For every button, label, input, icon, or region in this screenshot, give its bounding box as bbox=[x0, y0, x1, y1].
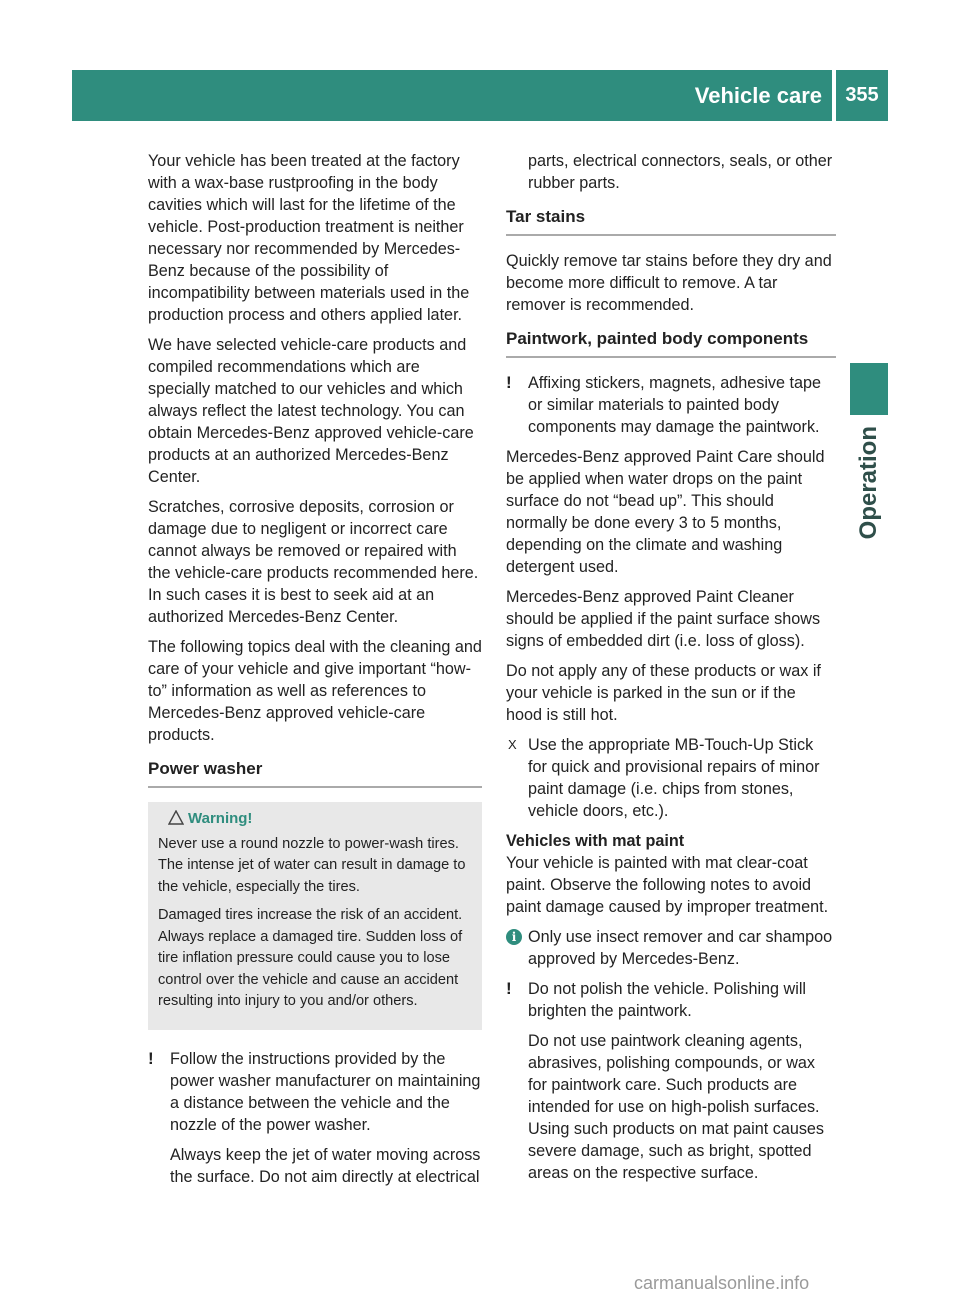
intro-paragraph: Your vehicle has been treated at the factory with a wax-base rustproofing in the body cavities which will last for the lifetime of the vehicle. Post-production treatment is neither necessary nor recommended by Mercedes-Benz because of the possibility of incompatibility between materials used in the production process and others applied later. bbox=[148, 152, 470, 324]
exclamation-icon: ! bbox=[148, 1048, 154, 1068]
heading-mat-paint: Vehicles with mat paint bbox=[506, 832, 685, 850]
warning-box bbox=[148, 802, 482, 1030]
info-icon: i bbox=[506, 929, 522, 945]
note-paragraph: Follow the instructions provided by the power washer manufacturer on maintaining a distance between the vehicle and the nozzle of the power washer. bbox=[170, 1049, 481, 1134]
step-arrow-icon: X bbox=[508, 737, 517, 752]
paragraph: Mercedes-Benz approved Paint Cleaner should be applied if the paint surface shows signs of embedded dirt (i.e. loss of gloss). bbox=[506, 588, 821, 650]
side-tab-marker bbox=[850, 363, 888, 415]
paragraph: Your vehicle is painted with mat clear-coat paint. Observe the following notes to avoid paint damage caused by improper treatment. bbox=[506, 854, 829, 916]
note-paragraph: Only use insect remover and car shampoo approved by Mercedes-Benz. bbox=[528, 928, 833, 968]
paragraph: Mercedes-Benz approved Paint Care should be applied when water drops on the paint surface do not “bead up”. This should normally be done every 3 to 5 months, depending on the climate and washing detergent used. bbox=[506, 448, 825, 576]
warning-title-text: Warning! bbox=[188, 810, 253, 827]
note-paragraph: Do not use paintwork cleaning agents, abrasives, polishing compounds, or wax for paintwork care. Such products are intended for use on high-polish surfaces. Using such products on mat paint causes severe damage, such as bright, spotted areas on the respective surface. bbox=[528, 1032, 825, 1182]
instruction-step bbox=[506, 734, 836, 822]
side-tab-label bbox=[851, 426, 887, 556]
paragraph: Do not apply any of these products or wax if your vehicle is parked in the sun or if the hood is still hot. bbox=[506, 662, 821, 724]
caution-note bbox=[148, 1048, 482, 1188]
warning-triangle-icon bbox=[168, 810, 184, 825]
footer-watermark: carmanualsonline.info bbox=[634, 1273, 810, 1293]
exclamation-icon: ! bbox=[506, 373, 512, 392]
caution-note-continued bbox=[506, 150, 836, 194]
heading-tar-stains: Tar stains bbox=[506, 206, 836, 236]
note-paragraph: parts, electrical connectors, seals, or other rubber parts. bbox=[528, 152, 833, 192]
paragraph: Quickly remove tar stains before they dry and become more difficult to remove. A tar remover is recommended. bbox=[506, 252, 832, 314]
step-text: Use the appropriate MB-Touch-Up Stick for quick and provisional repairs of minor paint damage (i.e. chips from stones, vehicle doors, etc.). bbox=[528, 736, 820, 820]
page-number: 355 bbox=[836, 70, 888, 121]
heading-paintwork: Paintwork, painted body components bbox=[506, 328, 836, 358]
note-paragraph: Affixing stickers, magnets, adhesive tape or similar materials to painted body components may damage the paintwork. bbox=[528, 374, 822, 436]
warning-paragraph: Damaged tires increase the risk of an accident. Always replace a damaged tire. Sudden loss of tire inflation pressure could cause you to lose control over the vehicle and cause an accident resulting into injury to you and/or others. bbox=[158, 907, 463, 1009]
note-paragraph: Always keep the jet of water moving across the surface. Do not aim directly at electrical bbox=[170, 1145, 481, 1186]
exclamation-icon: ! bbox=[506, 979, 512, 998]
caution-note bbox=[506, 978, 836, 1184]
caution-note bbox=[506, 372, 836, 438]
paragraph: Scratches, corrosive deposits, corrosion or damage due to negligent or incorrect care cannot always be removed or repaired with the vehicle-care products recommended here. In such cases it is best to seek aid at an authorized Mercedes-Benz Center. bbox=[148, 498, 479, 626]
left-column bbox=[148, 150, 482, 1196]
paragraph: The following topics deal with the cleaning and care of your vehicle and give important “how-to” information as well as references to Mercedes-Benz approved vehicle-care products. bbox=[148, 638, 482, 744]
section-title: Vehicle care bbox=[688, 70, 832, 121]
paragraph: We have selected vehicle-care products and compiled recommendations which are specially matched to our vehicles and which always reflect the latest technology. You can obtain Mercedes-Benz approved vehicle-care products at an authorized Mercedes-Benz Center. bbox=[148, 336, 474, 486]
right-column bbox=[506, 150, 836, 1192]
note-paragraph: Do not polish the vehicle. Polishing will brighten the paintwork. bbox=[528, 980, 807, 1020]
info-note bbox=[506, 926, 836, 970]
side-tab-text: Operation bbox=[855, 426, 882, 540]
heading-power-washer: Power washer bbox=[148, 758, 482, 788]
warning-paragraph: Never use a round nozzle to power-wash tires. The intense jet of water can result in damage to the vehicle, especially the tires. bbox=[158, 835, 466, 895]
warning-title bbox=[158, 808, 472, 830]
